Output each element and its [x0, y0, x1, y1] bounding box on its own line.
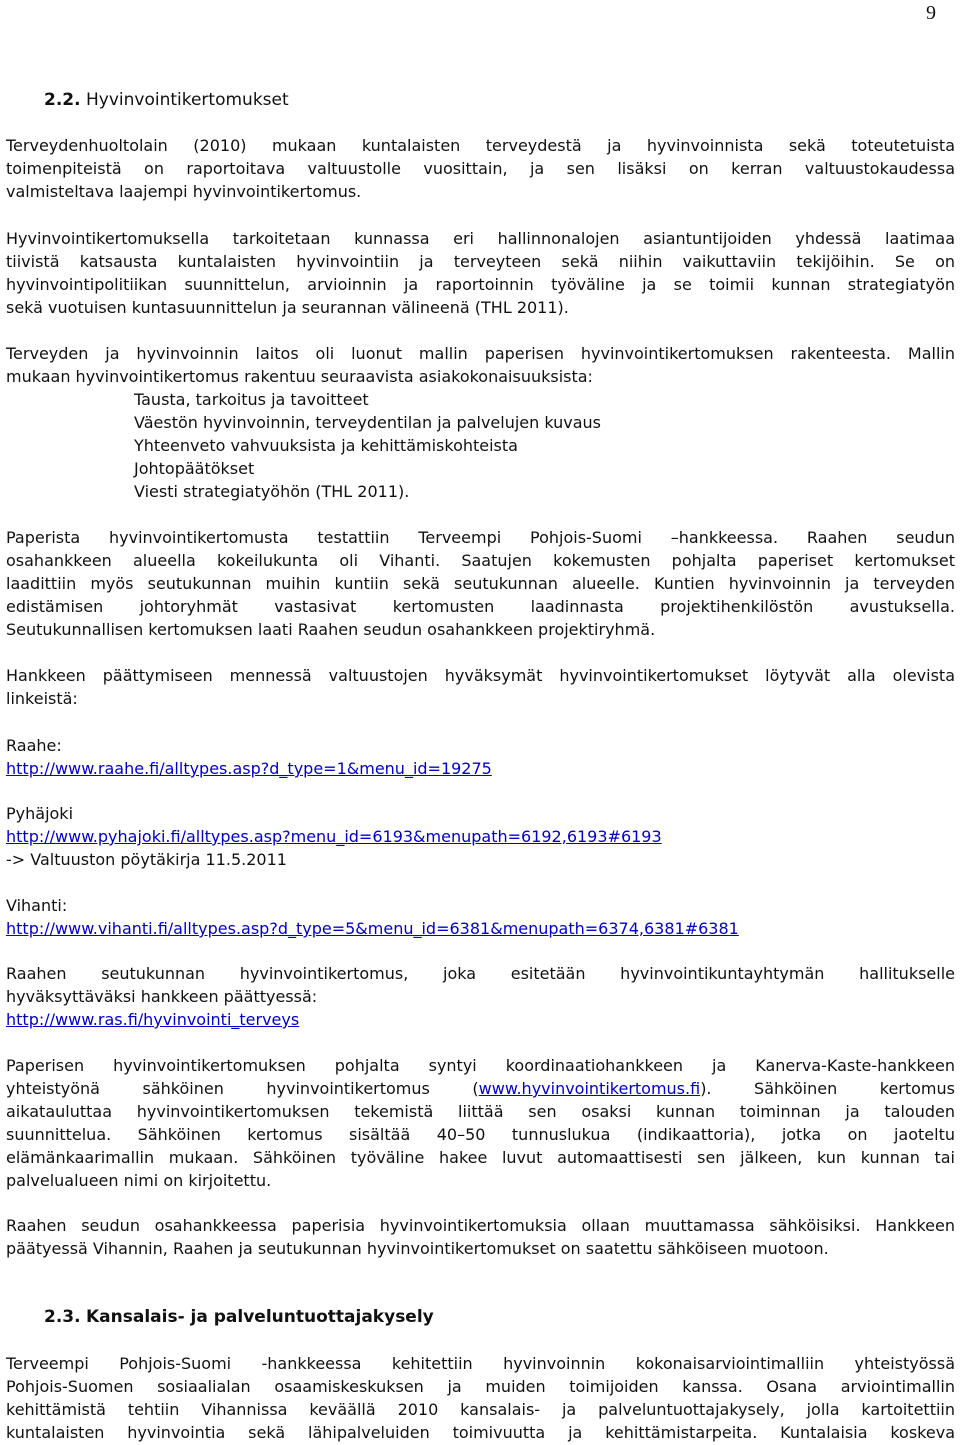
text-line: [6, 1077, 955, 1100]
pyhajoki-link-block: [6, 802, 955, 871]
list-item: Väestön hyvinvoinnin, terveydentilan ja palvelujen kuvaus: [134, 413, 602, 432]
seutukunta-link[interactable]: http://www.ras.fi/hyvinvointi_terveys: [6, 1010, 300, 1029]
text-line: aikatauluttaa hyvinvointikertomuksen tekemistä liittää sen osaksi kunnan toiminnan ja talouden: [6, 1102, 955, 1121]
section-title: Kansalais- ja palveluntuottajakysely: [85, 1307, 434, 1327]
list-item: Johtopäätökset: [134, 459, 255, 478]
section-number: 2.3.: [44, 1307, 81, 1327]
text-line: hyväksyttäväksi hankkeen päättyessä:: [6, 987, 318, 1006]
paragraph-terveydenhuoltolaki: [6, 134, 955, 203]
text-line: Terveempi Pohjois-Suomi -hankkeessa kehitettiin hyvinvoinnin kokonaisarviointimalliin yhteistyössä: [6, 1354, 955, 1373]
text-line: päätyessä Vihannin, Raahen ja seutukunnan hyvinvointikertomukset on saatettu sähköiseen muotoon.: [6, 1239, 829, 1258]
text-line: elämänkaarimallin mukaan. Sähköinen työväline hakee luvut automaattisesti sen jälkeen, kun kunnan tai: [6, 1148, 955, 1167]
paragraph-hyvinvointikertomus-definition: [6, 227, 955, 319]
text-line: Hyvinvointikertomuksella tarkoitetaan kunnassa eri hallinnonalojen asiantuntijoiden yhdessä laatimaa: [6, 229, 955, 248]
text-line: Raahen seudun osahankkeessa paperisia hyvinvointikertomuksia ollaan muuttamassa sähköisiksi. Hankkeen: [6, 1216, 955, 1235]
text-line: suunnittelua. Sähköinen kertomus sisältää 40–50 tunnuslukua (indikaattoria), jotka on jaoteltu: [6, 1125, 955, 1144]
text-line: linkeistä:: [6, 689, 78, 708]
pyhajoki-link[interactable]: http://www.pyhajoki.fi/alltypes.asp?menu_id=6193&menupath=6192,6193#6193: [6, 827, 662, 846]
text-line: Paperisen hyvinvointikertomuksen pohjalta syntyi koordinaatiohankkeen ja Kanerva-Kaste-hankkeen: [6, 1056, 955, 1075]
text-line: mukaan hyvinvointikertomus rakentuu seuraavista asiakokonaisuuksista:: [6, 367, 593, 386]
text-line: edistämisen johtoryhmät vastasivat kertomusten laadinnasta projektihenkilöstön avustuksella.: [6, 597, 955, 616]
paragraph-electronic-report: [6, 1054, 955, 1192]
text-line: kehittämistä tehtiin Vihannissa keväällä 2010 kansalais- ja palveluntuottajakysely, jolla kartoitettiin: [6, 1400, 955, 1419]
text-line: valmisteltava laajempi hyvinvointikertomus.: [6, 182, 362, 201]
section-number: 2.2.: [44, 90, 81, 110]
vihanti-link[interactable]: http://www.vihanti.fi/alltypes.asp?d_type=5&menu_id=6381&menupath=6374,6381#6381: [6, 919, 739, 938]
seutukunta-link-block: [6, 962, 955, 1031]
text-line: Pohjois-Suomen sosiaalialan osaamiskeskuksen ja muiden toimijoiden kanssa. Osana arviointimallin: [6, 1377, 955, 1396]
list-item: Viesti strategiatyöhön (THL 2011).: [134, 482, 410, 501]
text-line: Terveyden ja hyvinvoinnin laitos oli luonut mallin paperisen hyvinvointikertomuksen rakenteesta. Mallin: [6, 344, 955, 363]
section-heading-2-2: [44, 89, 289, 112]
text-fragment: yhteistyönä sähköinen hyvinvointikertomus (: [6, 1079, 479, 1098]
section-heading-2-3: [44, 1306, 434, 1329]
raahe-link-block: [6, 734, 955, 780]
list-item: Yhteenveto vahvuuksista ja kehittämiskohteista: [134, 436, 518, 455]
text-line: kuntalaisten hyvinvointia sekä lähipalveluiden toimivuutta ja kehittämistarpeita. Kuntalaisia koskeva: [6, 1423, 955, 1442]
text-line: hyvinvointipolitiikan suunnittelun, arvioinnin ja raportoinnin työväline ja se toimii kunnan strategiatyön: [6, 275, 955, 294]
hyvinvointikertomus-link[interactable]: www.hyvinvointikertomus.fi: [478, 1079, 701, 1098]
text-line: Raahen seutukunnan hyvinvointikertomus, joka esitetään hyvinvointikuntayhtymän hallitukselle: [6, 964, 955, 983]
page-number: 9: [926, 2, 936, 24]
pyhajoki-note: -> Valtuuston pöytäkirja 11.5.2011: [6, 850, 287, 869]
paragraph-conversion: [6, 1214, 955, 1260]
text-line: palvelualueen nimi on kirjoitettu.: [6, 1171, 272, 1190]
text-line: osahankkeen alueella kokeilukunta oli Vihanti. Saatujen kokemusten pohjalta paperiset kertomukset: [6, 551, 955, 570]
raahe-link[interactable]: http://www.raahe.fi/alltypes.asp?d_type=1&menu_id=19275: [6, 759, 492, 778]
text-line: laadittiin myös seutukunnan muihin kuntiin sekä seutukunnan alueelle. Kuntien hyvinvoinnin ja terveyden: [6, 574, 955, 593]
text-line: tiivistä katsausta kuntalaisten hyvinvointiin ja terveyteen sekä niihin vaikuttaviin tekijöihin. Se on: [6, 252, 955, 271]
paragraph-paper-report-pilot: [6, 526, 955, 641]
text-line: toimenpiteistä on raportoitava valtuustolle vuosittain, ja sen lisäksi on kerran valtuustokaudessa: [6, 159, 955, 178]
raahe-label: Raahe:: [6, 736, 62, 755]
text-line: Paperista hyvinvointikertomusta testattiin Terveempi Pohjois-Suomi –hankkeessa. Raahen seudun: [6, 528, 955, 547]
paragraph-links-intro: [6, 664, 955, 710]
model-component-list: [6, 388, 955, 503]
text-line: Hankkeen päättymiseen mennessä valtuustojen hyväksymät hyvinvointikertomukset löytyvät alla olevista: [6, 666, 955, 685]
text-line: sekä vuotuisen kuntasuunnittelun ja seurannan välineenä (THL 2011).: [6, 298, 569, 317]
vihanti-label: Vihanti:: [6, 896, 68, 915]
list-item: Tausta, tarkoitus ja tavoitteet: [134, 390, 369, 409]
text-fragment: ). Sähköinen kertomus: [700, 1079, 955, 1098]
text-line: Seutukunnallisen kertomuksen laati Raahen seudun osahankkeen projektiryhmä.: [6, 620, 656, 639]
paragraph-thl-model: [6, 342, 955, 503]
section-title: Hyvinvointikertomukset: [85, 90, 289, 110]
vihanti-link-block: [6, 894, 955, 940]
pyhajoki-label: Pyhäjoki: [6, 804, 74, 823]
text-line: Terveydenhuoltolain (2010) mukaan kuntalaisten terveydestä ja hyvinvoinnista sekä toteutetuista: [6, 136, 955, 155]
paragraph-survey: [6, 1352, 955, 1444]
